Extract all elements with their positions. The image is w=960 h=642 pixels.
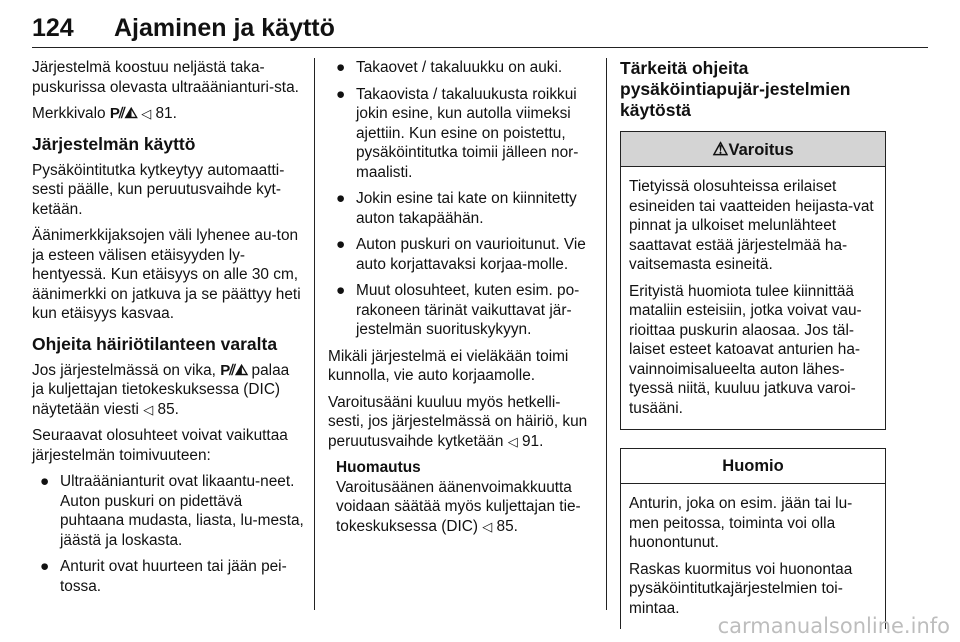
list-item	[328, 281, 594, 340]
page-header	[32, 8, 928, 48]
page-reference-icon: ◁	[482, 518, 493, 534]
list-item-text: Ultraäänianturit ovat likaantu-neet. Auton puskuri on pidettävä puhtaana mudasta, liasta, lu-mesta, jäästä ja loskasta.	[60, 473, 304, 549]
bullet-icon: ●	[336, 282, 346, 299]
paragraph: Seuraavat olosuhteet voivat vaikuttaa järjestelmän toimivuuteen:	[32, 427, 288, 464]
parking-assist-icon: P⫽◭	[220, 361, 248, 379]
page-reference[interactable]: 85.	[157, 400, 179, 418]
section-heading: Ohjeita häiriötilanteen varalta	[32, 333, 278, 354]
paragraph-text: Varoitusääni kuuluu myös hetkelli-sesti, jos järjestelmässä on häiriö, kun peruutusvaihde kytketään	[328, 393, 588, 450]
list-item	[328, 58, 594, 78]
paragraph: Pysäköintitutka kytkeytyy automaatti-sesti päälle, kun peruutusvaihde kyt-ketään.	[32, 161, 285, 218]
bullet-icon: ●	[40, 473, 50, 490]
list-item	[32, 557, 304, 596]
page-reference[interactable]: 85.	[496, 517, 518, 535]
paragraph-text: Merkkivalo	[32, 105, 106, 122]
chapter-title: Ajaminen ja käyttö	[114, 14, 335, 42]
paragraph: Tietyissä olosuhteissa erilaiset esineiden tai vaatteiden heijasta-vat pinnat ja ulkoiset melunlähteet saattavat estää järjestelmää ha-vaitsemasta esineitä.	[629, 178, 874, 273]
list-item-text: Takaovista / takaluukusta roikkui jokin esine, kun autolla viimeksi ajettiin. Kun esine on poistettu, pysäköintitutka toimii jälleen nor-maalisti.	[356, 85, 579, 181]
bullet-icon: ●	[336, 190, 346, 207]
watermark: carmanualsonline.info	[717, 614, 950, 638]
paragraph: Mikäli järjestelmä ei vieläkään toimi kunnolla, vie auto korjaamolle.	[328, 347, 569, 384]
warning-header	[621, 132, 885, 167]
paragraph: Anturin, joka on esim. jään tai lu-men peitossa, toiminta voi olla huonontunut.	[629, 495, 853, 551]
parking-assist-icon: P⫽◭	[109, 105, 137, 122]
list-item-text: Jokin esine tai kate on kiinnitetty auton takapäähän.	[356, 190, 577, 227]
page-reference-icon: ◁	[143, 401, 154, 417]
note-title: Huomautus	[336, 459, 421, 476]
list-item	[328, 85, 594, 183]
bullet-icon: ●	[40, 558, 50, 575]
warning-body	[621, 167, 885, 429]
column-divider	[606, 58, 607, 610]
warning-title: Varoitus	[728, 141, 794, 159]
notice-box	[620, 448, 886, 629]
list-item	[328, 235, 594, 274]
bullet-list	[32, 472, 304, 596]
column-2	[328, 58, 594, 536]
page-reference[interactable]: 91.	[521, 432, 544, 450]
paragraph: Erityistä huomiota tulee kiinnittää mataliin esteisiin, jotka voivat vau-rioittaa puskurin alaosaa. Jos täl-laiset esteet katoavat anturien ha-vainnoimisalueelta auton lähes-tyessä niitä, kuuluu jatkuva varoi-tusääni.	[629, 282, 862, 417]
section-heading: Tärkeitä ohjeita pysäköintiapujär-jestelmien käytöstä	[620, 58, 851, 120]
page-reference-icon: ◁	[141, 106, 152, 121]
list-item-text: Auton puskuri on vaurioitunut. Vie auto korjattavaksi korjaa-molle.	[356, 236, 586, 273]
paragraph: Järjestelmä koostuu neljästä taka-puskurissa olevasta ultraäänianturi-sta.	[32, 59, 299, 96]
paragraph	[32, 104, 304, 124]
column-3	[620, 58, 886, 629]
bullet-icon: ●	[336, 236, 346, 253]
page-number: 124	[32, 14, 74, 42]
paragraph: Äänimerkkijaksojen väli lyhenee au-ton ja esteen välisen etäisyyden ly-hentyessä. Kun etäisyys on alle 30 cm, äänimerkki on jatkuva ja se päättyy heti kun etäisyys kasvaa.	[32, 227, 301, 322]
paragraph-text: palaa ja kuljettajan tietokeskuksessa (DIC) näytetään viesti	[32, 361, 290, 418]
column-1	[32, 58, 304, 603]
bullet-icon: ●	[336, 85, 346, 103]
note-text: Varoitusäänen äänenvoimakkuutta voidaan säätää myös kuljettajan tie-tokeskuksessa (DIC)	[336, 478, 581, 535]
warning-triangle-icon: ⚠	[712, 139, 729, 159]
warning-box	[620, 131, 886, 430]
note-body	[336, 478, 594, 537]
paragraph	[32, 361, 304, 420]
notice-title: Huomio	[722, 457, 784, 475]
page-reference-icon: ◁	[507, 433, 518, 449]
notice-body	[621, 484, 885, 629]
bullet-list	[328, 58, 594, 340]
paragraph	[328, 393, 594, 452]
bullet-icon: ●	[336, 59, 346, 76]
column-divider	[314, 58, 315, 610]
list-item	[32, 472, 304, 550]
paragraph: Raskas kuormitus voi huonontaa pysäköintitutkajärjestelmien toi-mintaa.	[629, 560, 853, 617]
section-heading: Järjestelmän käyttö	[32, 133, 196, 154]
list-item-text: Muut olosuhteet, kuten esim. po-rakoneen tärinät vaikuttavat jär-jestelmän suorituskykyyn.	[356, 282, 580, 338]
paragraph-text: Jos järjestelmässä on vika,	[32, 361, 216, 379]
notice-header	[621, 449, 885, 484]
list-item	[328, 189, 594, 228]
list-item-text: Takaovet / takaluukku on auki.	[356, 59, 563, 76]
page-reference[interactable]: 81.	[155, 105, 177, 122]
list-item-text: Anturit ovat huurteen tai jään pei-tossa.	[60, 558, 287, 595]
note-block	[328, 458, 594, 536]
